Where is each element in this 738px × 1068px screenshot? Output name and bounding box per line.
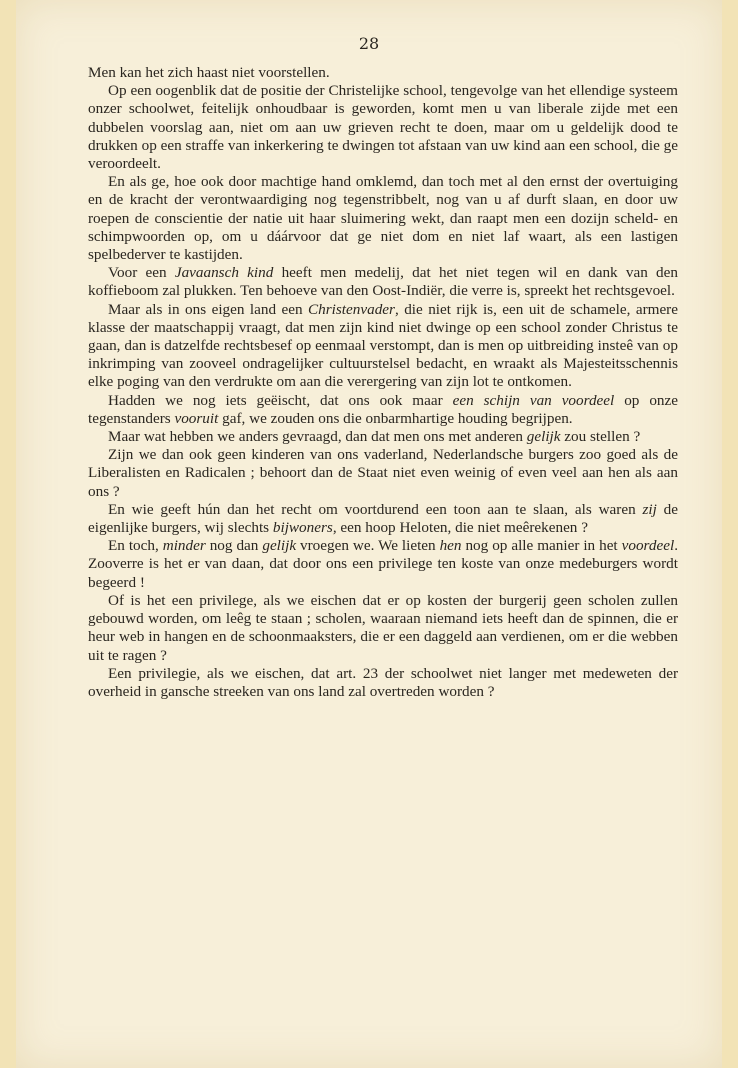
paragraph: Een privilegie, als we eischen, dat art. 23 der schoolwet niet langer met medeweten der overheid in gansche streeken van ons land zal overtreden worden ? (88, 664, 678, 700)
paragraph: Zijn we dan ook geen kinderen van ons vaderland, Nederlandsche burgers zoo goed als de Liberalisten en Radicalen ; behoort dan de Staat niet even weinig of even veel aan hen als aan ons ? (88, 446, 678, 500)
paragraph (88, 392, 678, 428)
text-run: de eigenlijke burgers, wij slechts (88, 500, 678, 537)
paragraph (88, 301, 678, 392)
italic-text: bijwoners (272, 519, 333, 537)
italic-text: voordeel (621, 537, 675, 555)
italic-text: vooruit (174, 409, 219, 427)
italic-text: Christenvader (308, 300, 395, 318)
text-run: op onze tegenstanders (88, 391, 678, 427)
text-run: nog op alle manier in het (461, 537, 622, 555)
text-run: zou stellen ? (560, 428, 641, 446)
text-run: Voor een (108, 264, 175, 282)
text-run: gaf, we zouden ons die onbarmhartige houding begrijpen. (218, 409, 573, 427)
italic-text: gelijk (262, 537, 297, 555)
paragraph: Of is het een privilege, als we eischen dat er op kosten der burgerij geen scholen zullen gebouwd worden, om leêg te staan ; scholen, waaraan niemand iets heeft dan de spinnen, die er heur web in hangen en de schoonmaaksters, die er een daggeld aan verdienen, om er die webben uit te ragen ? (88, 591, 678, 664)
text-run: En toch, (108, 537, 163, 555)
paragraph: Op een oogenblik dat de positie der Christelijke school, tengevolge van het ellendige systeem onzer schoolwet, feitelijk onhoudbaar is geworden, komt men u van liberale zijde met een dubbelen voorslag aan, niet om aan uw grieven recht te doen, maar om u geldelijk dood te drukken op een straffe van inkerkering te dwingen tot afstaan van uw kind aan een school, die ge veroordeelt. (88, 82, 678, 173)
text-run: nog dan (205, 537, 263, 555)
paragraph (88, 537, 678, 592)
paragraph: En als ge, hoe ook door machtige hand omklemd, dan toch met al den ernst der overtuiging en de kracht der verontwaardiging nog tegenstribbelt, nog van u af durft slaan, en door uw roepen de conscientie der natie uit haar sluimering wekt, dan raapt men een dozijn scheld- en schimpwoorden op, om u dáárvoor dat ge niet dom en niet laf waart, als een lastigen spelbederver te kastijden. (88, 173, 678, 264)
text-run: . Zooverre is het er van daan, dat door ons een privilege ten koste van onze medeburgers wordt begeerd ! (88, 537, 678, 591)
text-run: Maar wat hebben we anders gevraagd, dan dat men ons met anderen (108, 428, 527, 446)
italic-text: gelijk (526, 428, 561, 446)
italic-text: Javaansch kind (174, 264, 274, 282)
text-run: heeft men medelij, dat het niet tegen wil en dank van den koffieboom zal plukken. Ten behoeve van den Oost-Indiër, die verre is, spreekt het rechtsgevoel. (88, 264, 678, 300)
page-number: 28 (358, 34, 380, 53)
text-run: Maar als in ons eigen land een (108, 300, 309, 318)
italic-text: een schijn van voordeel (452, 391, 615, 409)
text-run: , een hoop Heloten, die niet meêrekenen ? (332, 519, 588, 537)
book-page (16, 0, 722, 1068)
paragraph (88, 428, 678, 446)
paragraph: Men kan het zich haast niet voorstellen. (88, 64, 330, 81)
italic-text: zij (642, 500, 657, 518)
italic-text: minder (162, 537, 206, 555)
body-text (88, 64, 678, 701)
text-run: vroegen we. We lieten (296, 537, 440, 555)
paragraph (88, 501, 678, 537)
italic-text: hen (439, 537, 462, 555)
text-run: , die niet rijk is, een uit de schamele, armere klasse der maatschappij vraagt, dat men zijn kind niet dwinge op een school zonder Christus te gaan, dan is datzelfde rechtsbesef op eenmaal verstompt, dan is men op uitbreiding insteê van op inkrimping van zooveel ondragelijker cultuurstelsel bedacht, en wraakt als Majesteitsschennis elke poging van den verdrukte om aan die verergering van zijn lot te ontkomen. (88, 300, 678, 391)
text-run: En wie geeft hún dan het recht om voortdurend een toon aan te slaan, als waren (108, 500, 643, 518)
text-run: Hadden we nog iets geëischt, dat ons ook maar (108, 391, 453, 409)
paragraph (88, 264, 678, 300)
